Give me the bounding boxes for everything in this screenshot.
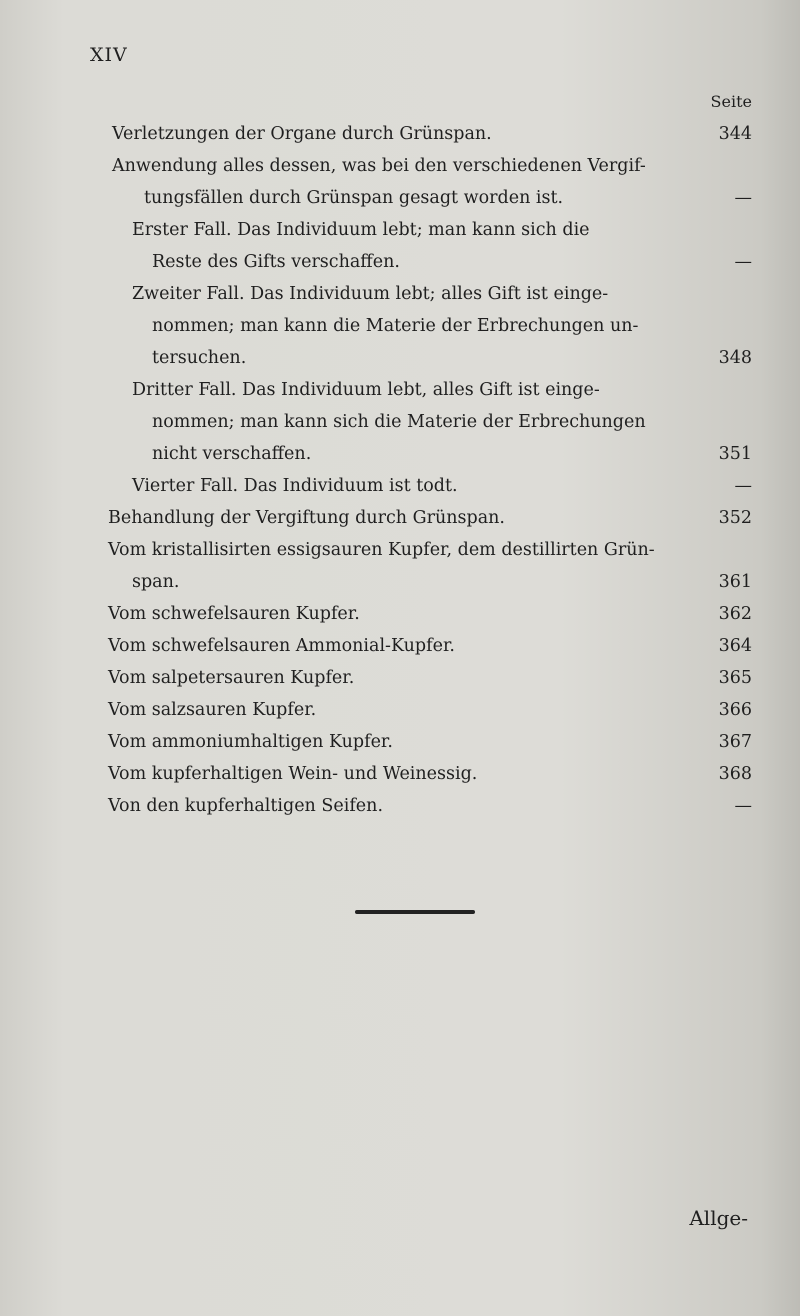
catchword: Allge- xyxy=(689,1206,748,1230)
toc-page-number: 368 xyxy=(718,764,752,784)
toc-page-number: 361 xyxy=(718,572,752,592)
toc-entry-line: nicht verschaffen. xyxy=(152,444,312,464)
toc-page-number: 352 xyxy=(718,508,752,528)
toc-entry-line: Vom schwefelsauren Kupfer. xyxy=(108,604,360,624)
toc-entry-line: Behandlung der Vergiftung durch Grünspan. xyxy=(108,508,505,528)
page-number: XIV xyxy=(90,44,128,66)
toc-page-number: — xyxy=(734,476,752,496)
page-column-label: Seite xyxy=(710,92,752,111)
toc-entry-line: Reste des Gifts verschaffen. xyxy=(152,252,400,272)
section-divider-rule xyxy=(355,910,475,914)
toc-entry-line: Erster Fall. Das Individuum lebt; man kann sich die xyxy=(132,220,590,240)
toc-entry-line: Von den kupferhaltigen Seifen. xyxy=(108,796,384,816)
toc-entry-line: Vom ammoniumhaltigen Kupfer. xyxy=(108,732,393,752)
toc-entry-line: Vom schwefelsauren Ammonial-Kupfer. xyxy=(108,636,455,656)
toc-entry-line: Vom salpetersauren Kupfer. xyxy=(108,668,355,688)
toc-entry-line: nommen; man kann die Materie der Erbrechungen un- xyxy=(152,316,639,336)
toc-page-number: 362 xyxy=(718,604,752,624)
toc-page-number: — xyxy=(734,188,752,208)
toc-entry-line: span. xyxy=(132,572,180,592)
toc-page-number: — xyxy=(734,252,752,272)
toc-page-number: 367 xyxy=(718,732,752,752)
toc-page-number: 364 xyxy=(718,636,752,656)
toc-entry-line: Vom salzsauren Kupfer. xyxy=(108,700,317,720)
toc-page-number: 344 xyxy=(718,124,752,144)
toc-entry-line: Dritter Fall. Das Individuum lebt, alles Gift ist einge- xyxy=(132,380,600,400)
toc-entry-line: Zweiter Fall. Das Individuum lebt; alles Gift ist einge- xyxy=(132,284,609,304)
toc-page-number: 366 xyxy=(718,700,752,720)
toc-page-number: 348 xyxy=(718,348,752,368)
toc-entry-line: Anwendung alles dessen, was bei den verschiedenen Vergif- xyxy=(112,156,646,176)
toc-entry-line: nommen; man kann sich die Materie der Erbrechungen xyxy=(152,412,646,432)
toc-page-number: — xyxy=(734,796,752,816)
toc-entry-line: tersuchen. xyxy=(152,348,247,368)
toc-page-number: 365 xyxy=(718,668,752,688)
toc-page-number: 351 xyxy=(718,444,752,464)
toc-entry-line: Vom kupferhaltigen Wein- und Weinessig. xyxy=(108,764,478,784)
toc-entry-line: tungsfällen durch Grünspan gesagt worden ist. xyxy=(144,188,564,208)
toc-entry-line: Vierter Fall. Das Individuum ist todt. xyxy=(132,476,458,496)
toc-entry-line: Verletzungen der Organe durch Grünspan. xyxy=(112,124,492,144)
toc-entry-line: Vom kristallisirten essigsauren Kupfer, dem destillirten Grün- xyxy=(108,540,655,560)
